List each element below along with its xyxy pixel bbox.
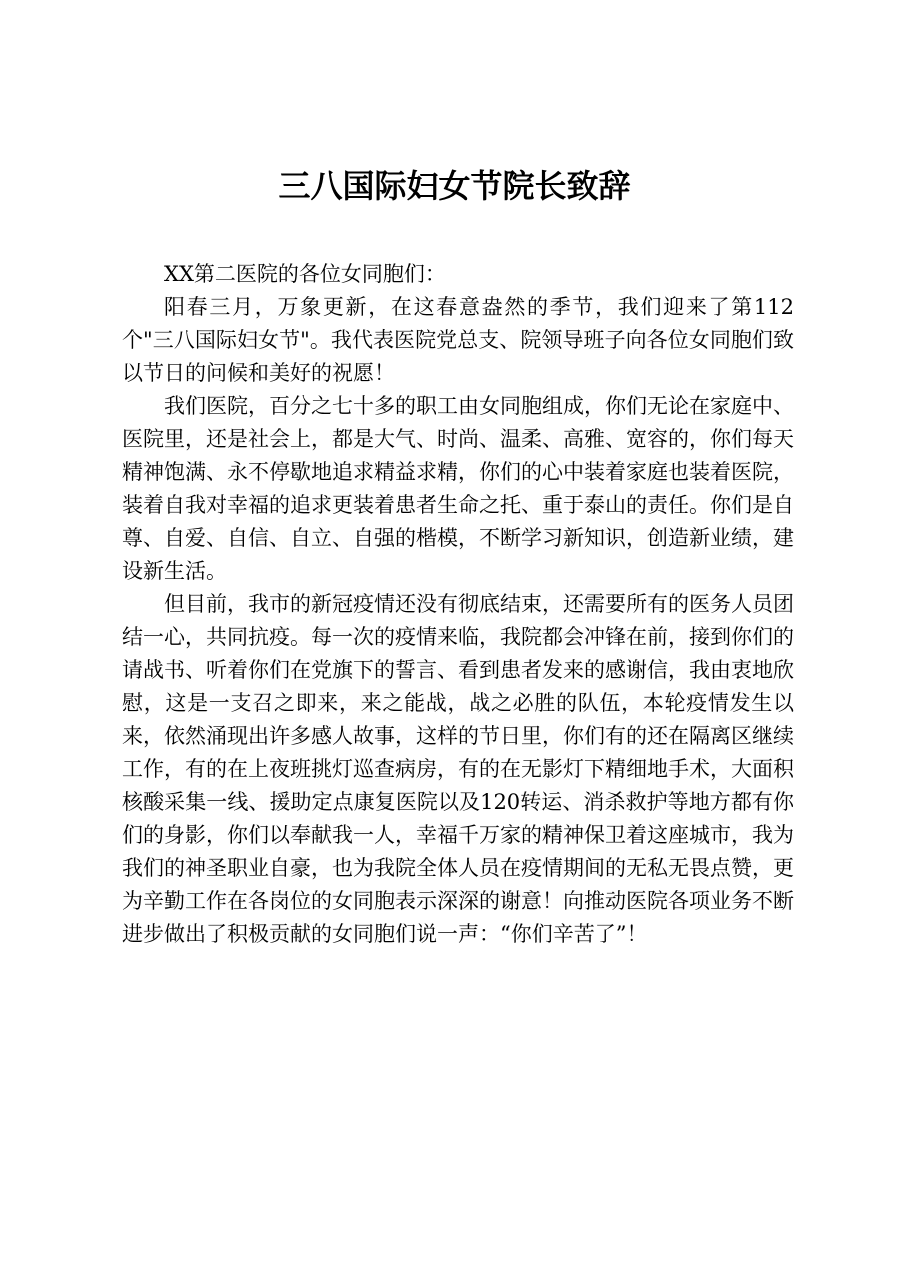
paragraph-pandemic: 但目前，我市的新冠疫情还没有彻底结束，还需要所有的医务人员团结一心，共同抗疫。每一次的疫情来临，我院都会冲锋在前，接到你们的请战书、听着你们在党旗下的誓言、看到患者发来的感谢信，我由衷地欣慰，这是一支召之即来，来之能战，战之必胜的队伍，本轮疫情发生以来，依然涌现出许多感人故事，这样的节日里，你们有的还在隔离区继续工作，有的在上夜班挑灯巡查病房，有的在无影灯下精细地手术，大面积核酸采集一线、援助定点康复医院以及120转运、消杀救护等地方都有你们的身影，你们以奉献我一人，幸福千万家的精神保卫着这座城市，我为我们的神圣职业自豪，也为我院全体人员在疫情期间的无私无畏点赞，更为辛勤工作在各岗位的女同胞表示深深的谢意！向推动医院各项业务不断进步做出了积极贡献的女同胞们说一声：“你们辛苦了”！ [122,592,794,946]
document-title: 三八国际妇女节院长致辞 [278,167,631,205]
document-body [122,258,794,951]
salutation: XX第二医院的各位女同胞们： [164,262,446,286]
paragraph-greeting: 阳春三月，万象更新，在这春意盎然的季节，我们迎来了第112个"三八国际妇女节"。我代表医院党总支、院领导班子向各位女同胞们致以节日的问候和美好的祝愿！ [122,295,794,385]
paragraph-praise: 我们医院，百分之七十多的职工由女同胞组成，你们无论在家庭中、医院里，还是社会上，都是大气、时尚、温柔、高雅、宽容的，你们每天精神饱满、永不停歇地追求精益求精，你们的心中装着家庭也装着医院，装着自我对幸福的追求更装着患者生命之托、重于泰山的责任。你们是自尊、自爱、自信、自立、自强的楷模，不断学习新知识，创造新业绩，建设新生活。 [122,394,794,583]
